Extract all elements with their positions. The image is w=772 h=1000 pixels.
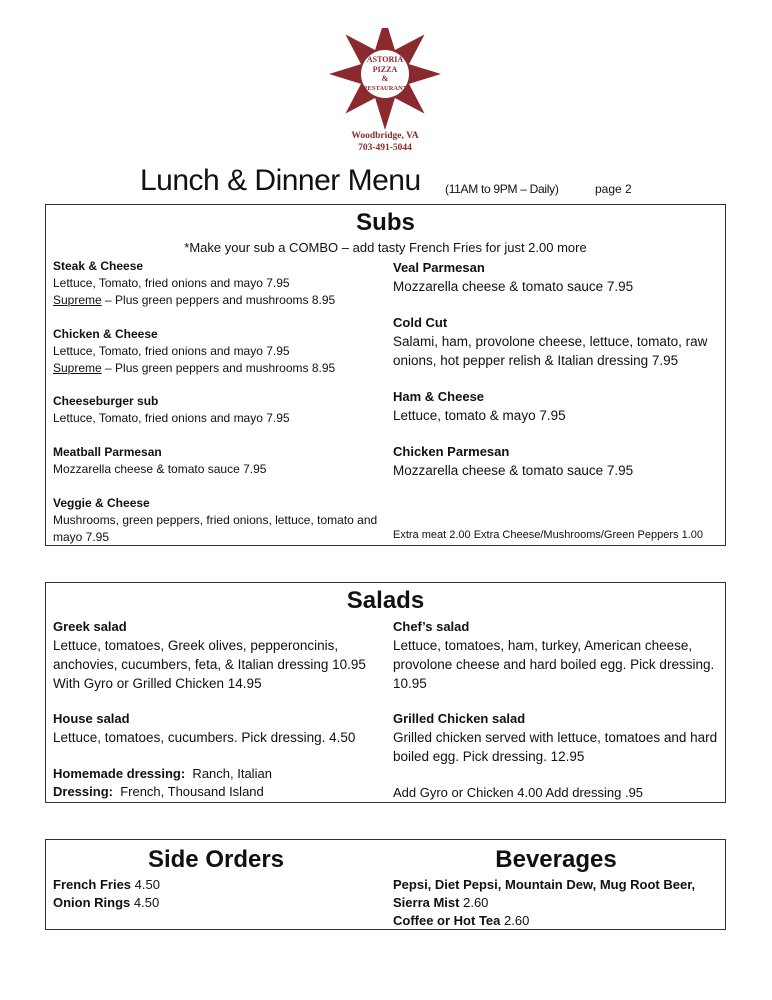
page-title: Lunch & Dinner Menu	[140, 164, 421, 197]
item-supreme	[53, 292, 383, 309]
menu-item	[393, 710, 723, 784]
item-name: Veal Parmesan	[393, 260, 485, 275]
supreme-label: Supreme	[53, 293, 102, 307]
item-price: 4.50	[130, 895, 160, 910]
item-desc: Lettuce, Tomato, fried onions and mayo 7.95	[53, 344, 290, 358]
item-desc: Lettuce, tomatoes, cucumbers. Pick dressing. 4.50	[53, 730, 356, 745]
menu-item	[393, 314, 723, 388]
list-item	[393, 912, 723, 930]
item-name: Steak & Cheese	[53, 259, 144, 273]
star-logo-icon	[326, 28, 444, 138]
item-desc: Mozzarella cheese & tomato sauce 7.95	[393, 463, 634, 478]
subs-left-column	[53, 258, 383, 546]
subs-section	[45, 204, 726, 546]
beverages-title: Beverages	[495, 846, 617, 873]
menu-item	[393, 259, 723, 314]
dressing-value: French, Thousand Island	[112, 784, 264, 799]
item-desc: Mozzarella cheese & tomato sauce 7.95	[393, 279, 634, 294]
item-desc: Lettuce, Tomato, fried onions and mayo 7.95	[53, 411, 290, 425]
subs-title: Subs	[356, 209, 415, 236]
salads-left-column	[53, 618, 383, 801]
menu-item	[393, 388, 723, 443]
menu-item	[53, 326, 383, 393]
item-supreme	[53, 360, 383, 377]
item-name: Ham & Cheese	[393, 389, 485, 404]
page-number: page 2	[595, 182, 632, 196]
beverages-list	[393, 876, 723, 930]
item-extra: With Gyro or Grilled Chicken 14.95	[53, 676, 262, 691]
menu-item	[53, 258, 383, 326]
item-desc: Mozzarella cheese & tomato sauce 7.95	[53, 462, 267, 476]
menu-item	[53, 444, 383, 495]
menu-item	[393, 618, 723, 710]
item-name: Chicken Parmesan	[393, 444, 510, 459]
item-desc: Salami, ham, provolone cheese, lettuce, tomato, raw onions, hot pepper relish & Italian dressing 7.95	[393, 334, 708, 368]
item-desc: Grilled chicken served with lettuce, tomatoes and hard boiled egg. Pick dressing. 12.95	[393, 730, 718, 764]
item-desc: Lettuce, tomato & mayo 7.95	[393, 408, 566, 423]
item-name: House salad	[53, 711, 130, 726]
menu-header	[0, 164, 772, 204]
sides-beverages-section	[45, 839, 726, 930]
homemade-value: Ranch, Italian	[185, 766, 272, 781]
hours-text: (11AM to 9PM – Daily)	[445, 182, 559, 196]
item-name: Grilled Chicken salad	[393, 711, 526, 726]
logo-name-line3: &	[381, 74, 389, 83]
item-desc: Mushrooms, green peppers, fried onions, lettuce, tomato and mayo 7.95	[53, 513, 378, 544]
item-name: Sierra Mist	[393, 895, 460, 910]
supreme-label: Supreme	[53, 361, 102, 375]
supreme-desc: – Plus green peppers and mushrooms 8.95	[101, 361, 336, 375]
item-name: Coffee or Hot Tea	[393, 913, 501, 928]
dressing-label: Dressing:	[53, 784, 113, 799]
item-name: Cold Cut	[393, 315, 448, 330]
salad-addon-note: Add Gyro or Chicken 4.00 Add dressing .95	[393, 785, 644, 800]
homemade-dressing-line	[53, 765, 383, 783]
menu-item	[53, 710, 383, 765]
logo-contact	[320, 130, 450, 154]
salads-title: Salads	[346, 587, 425, 614]
item-price: 2.60	[459, 895, 489, 910]
item-price: 4.50	[131, 877, 160, 892]
dressing-line	[53, 783, 383, 801]
item-name: Veggie & Cheese	[53, 496, 150, 510]
supreme-desc: – Plus green peppers and mushrooms 8.95	[101, 293, 336, 307]
phone-text: 703-491-5044	[358, 143, 412, 153]
list-item: Pepsi, Diet Pepsi, Mountain Dew, Mug Root Beer,	[393, 877, 696, 892]
list-item	[393, 894, 723, 912]
item-price: 2.60	[500, 913, 530, 928]
item-desc: Lettuce, tomatoes, ham, turkey, American cheese, provolone cheese and hard boiled egg. Pick dressing. 10.95	[393, 638, 715, 691]
salads-right-column	[393, 618, 723, 802]
list-item	[53, 894, 373, 912]
menu-item	[53, 618, 383, 710]
item-desc: Lettuce, Tomato, fried onions and mayo 7.95	[53, 276, 290, 290]
item-name: Meatball Parmesan	[53, 445, 162, 459]
menu-item	[393, 443, 723, 480]
salads-section	[45, 582, 726, 803]
menu-item	[53, 393, 383, 444]
logo-name-line4: RESTAURANT	[362, 85, 408, 92]
item-name: Chicken & Cheese	[53, 327, 158, 341]
logo-name-line2: PIZZA	[372, 65, 398, 74]
item-name: Onion Rings	[53, 895, 131, 910]
item-name: Cheeseburger sub	[53, 394, 159, 408]
item-desc: Lettuce, tomatoes, Greek olives, pepperoncinis, anchovies, cucumbers, feta, & Italian dressing 10.95	[53, 638, 366, 672]
side-orders-list	[53, 876, 373, 912]
subs-right-column	[393, 259, 723, 480]
menu-item	[53, 495, 383, 546]
item-name: French Fries	[53, 877, 132, 892]
homemade-label: Homemade dressing:	[53, 766, 186, 781]
list-item	[53, 876, 373, 894]
item-name: Greek salad	[53, 619, 127, 634]
side-orders-title: Side Orders	[147, 846, 285, 873]
item-name: Chef’s salad	[393, 619, 470, 634]
location-text: Woodbridge, VA	[351, 131, 419, 141]
combo-note: *Make your sub a COMBO – add tasty French Fries for just 2.00 more	[184, 240, 587, 255]
extras-note: Extra meat 2.00 Extra Cheese/Mushrooms/Green Peppers 1.00	[393, 529, 703, 541]
logo-name-line1: ASTORIA	[366, 55, 404, 64]
